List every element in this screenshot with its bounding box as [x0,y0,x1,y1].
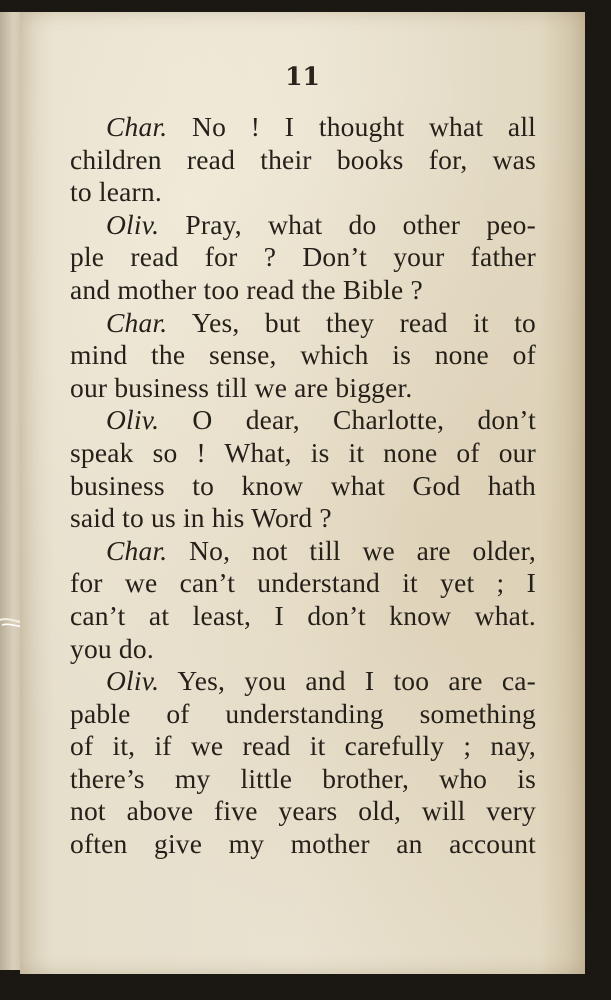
text-line [70,209,536,242]
speaker-label: Char. [106,111,168,142]
text-line [70,600,536,633]
line-text: O dear, Charlotte, don’t [159,404,536,436]
speaker-label: Char. [106,306,168,338]
text-line [70,633,536,666]
line-text: No, not till we are older, [167,534,536,566]
text-line [70,828,536,861]
page-text [70,111,536,861]
line-text: mind the sense, which is none of [70,339,536,371]
line-text: you do. [70,632,154,664]
line-text: No ! I thought what all [167,111,536,142]
text-line [70,470,536,503]
page-number: 11 [285,62,320,91]
line-text: said to us in his Word ? [70,502,332,534]
speaker-label: Oliv. [106,404,160,436]
text-line [70,502,536,535]
line-text: Pray, what do other peo- [159,208,536,240]
text-line [70,795,536,828]
line-text: of it, if we read it carefully ; nay, [70,730,536,762]
line-text: and mother too read the Bible ? [70,273,423,305]
speaker-label: Char. [106,534,168,566]
line-text: business to know what God hath [70,469,536,501]
line-text: Yes, you and I too are ca- [159,665,536,697]
text-line [70,404,536,437]
text-line [70,274,536,307]
text-line [70,372,536,405]
text-line [70,339,536,372]
text-line [70,176,536,209]
text-line [70,111,536,144]
line-text: ple read for ? Don’t your father [70,241,536,273]
speaker-label: Oliv. [106,665,160,697]
line-text: pable of understanding something [70,697,536,729]
text-line [70,567,536,600]
line-text: children read their books for, was [70,143,536,175]
text-line [70,535,536,568]
line-text: speak so ! What, is it none of our [70,436,536,468]
text-line [70,698,536,731]
line-text: for we can’t understand it yet ; I [70,567,536,599]
text-line [70,241,536,274]
line-text: can’t at least, I don’t know what. [70,599,536,631]
text-line [70,307,536,340]
line-text: there’s my little brother, who is [70,762,536,794]
speaker-label: Oliv. [106,208,160,240]
line-text: our business till we are bigger. [70,371,413,403]
text-line [70,437,536,470]
text-line [70,763,536,796]
book-page [20,12,585,974]
line-text: not above five years old, will very [70,795,536,827]
line-text: often give my mother an account [70,828,536,860]
line-text: Yes, but they read it to [167,306,536,338]
line-text: to learn. [70,176,162,208]
text-line [70,144,536,177]
text-line [70,665,536,698]
text-line [70,730,536,763]
